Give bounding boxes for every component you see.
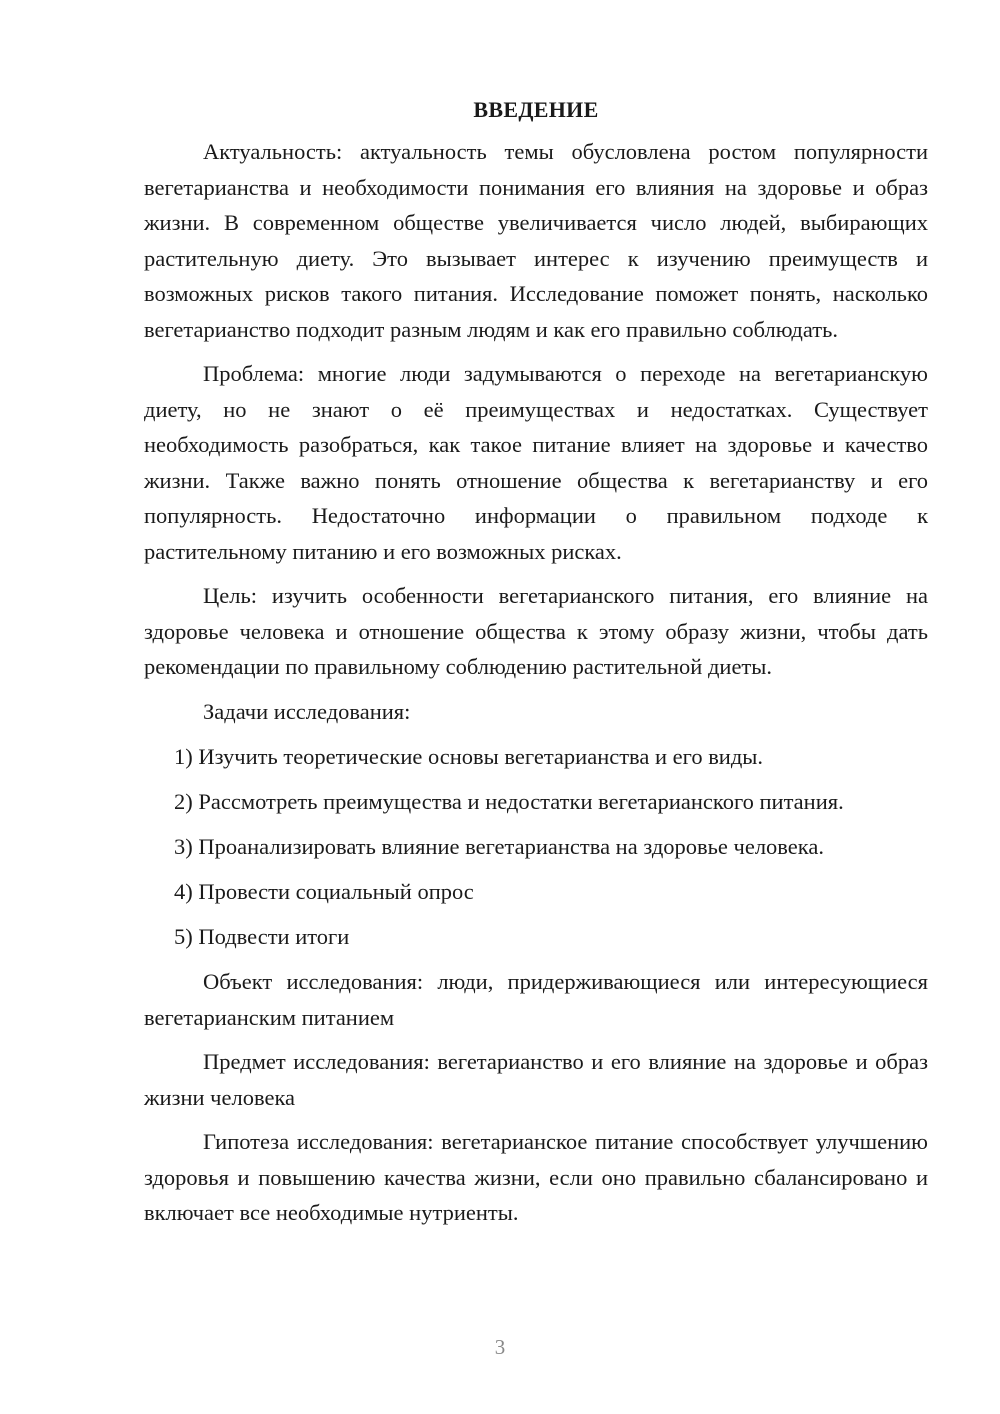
paragraph-goal: Цель: изучить особенности вегетарианского питания, его влияние на здоровье человека и отношение общества к этому образу жизни, чтобы дать рекомендации по правильному соблюдению растительной диеты.	[144, 583, 928, 679]
page-title: ВВЕДЕНИЕ	[473, 97, 599, 122]
paragraph-subject: Предмет исследования: вегетарианство и его влияние на здоровье и образ жизни человека	[144, 1049, 928, 1110]
task-item-5: 5) Подвести итоги	[174, 924, 350, 949]
task-item-3: 3) Проанализировать влияние вегетарианства на здоровье человека.	[174, 834, 824, 859]
task-item-2: 2) Рассмотреть преимущества и недостатки вегетарианского питания.	[174, 789, 844, 814]
page-content	[144, 95, 928, 1240]
task-item-1: 1) Изучить теоретические основы вегетарианства и его виды.	[174, 744, 764, 769]
paragraph-relevance: Актуальность: актуальность темы обусловлена ростом популярности вегетарианства и необходимости понимания его влияния на здоровье и образ жизни. В современном обществе увеличивается число людей, выбирающих растительную диету. Это вызывает интерес к изучению преимуществ и возможных рисков такого питания. Исследование поможет понять, насколько вегетарианство подходит разным людям и как его правильно соблюдать.	[144, 139, 928, 342]
tasks-heading: Задачи исследования:	[203, 698, 411, 724]
task-item-4: 4) Провести социальный опрос	[174, 879, 474, 904]
paragraph-object: Объект исследования: люди, придерживающиеся или интересующиеся вегетарианским питанием	[144, 969, 928, 1030]
paragraph-hypothesis: Гипотеза исследования: вегетарианское питание способствует улучшению здоровья и повышению качества жизни, если оно правильно сбалансировано и включает все необходимые нутриенты.	[144, 1129, 928, 1225]
tasks-list	[144, 739, 928, 955]
page-number: 3	[494, 1335, 506, 1359]
paragraph-problem: Проблема: многие люди задумываются о переходе на вегетарианскую диету, но не знают о её преимуществах и недостатках. Существует необходимость разобраться, как такое питание влияет на здоровье и качество жизни. Также важно понять отношение общества к вегетарианству и его популярность. Недостаточно информации о правильном подходе к растительному питанию и его возможных рисках.	[144, 361, 928, 564]
